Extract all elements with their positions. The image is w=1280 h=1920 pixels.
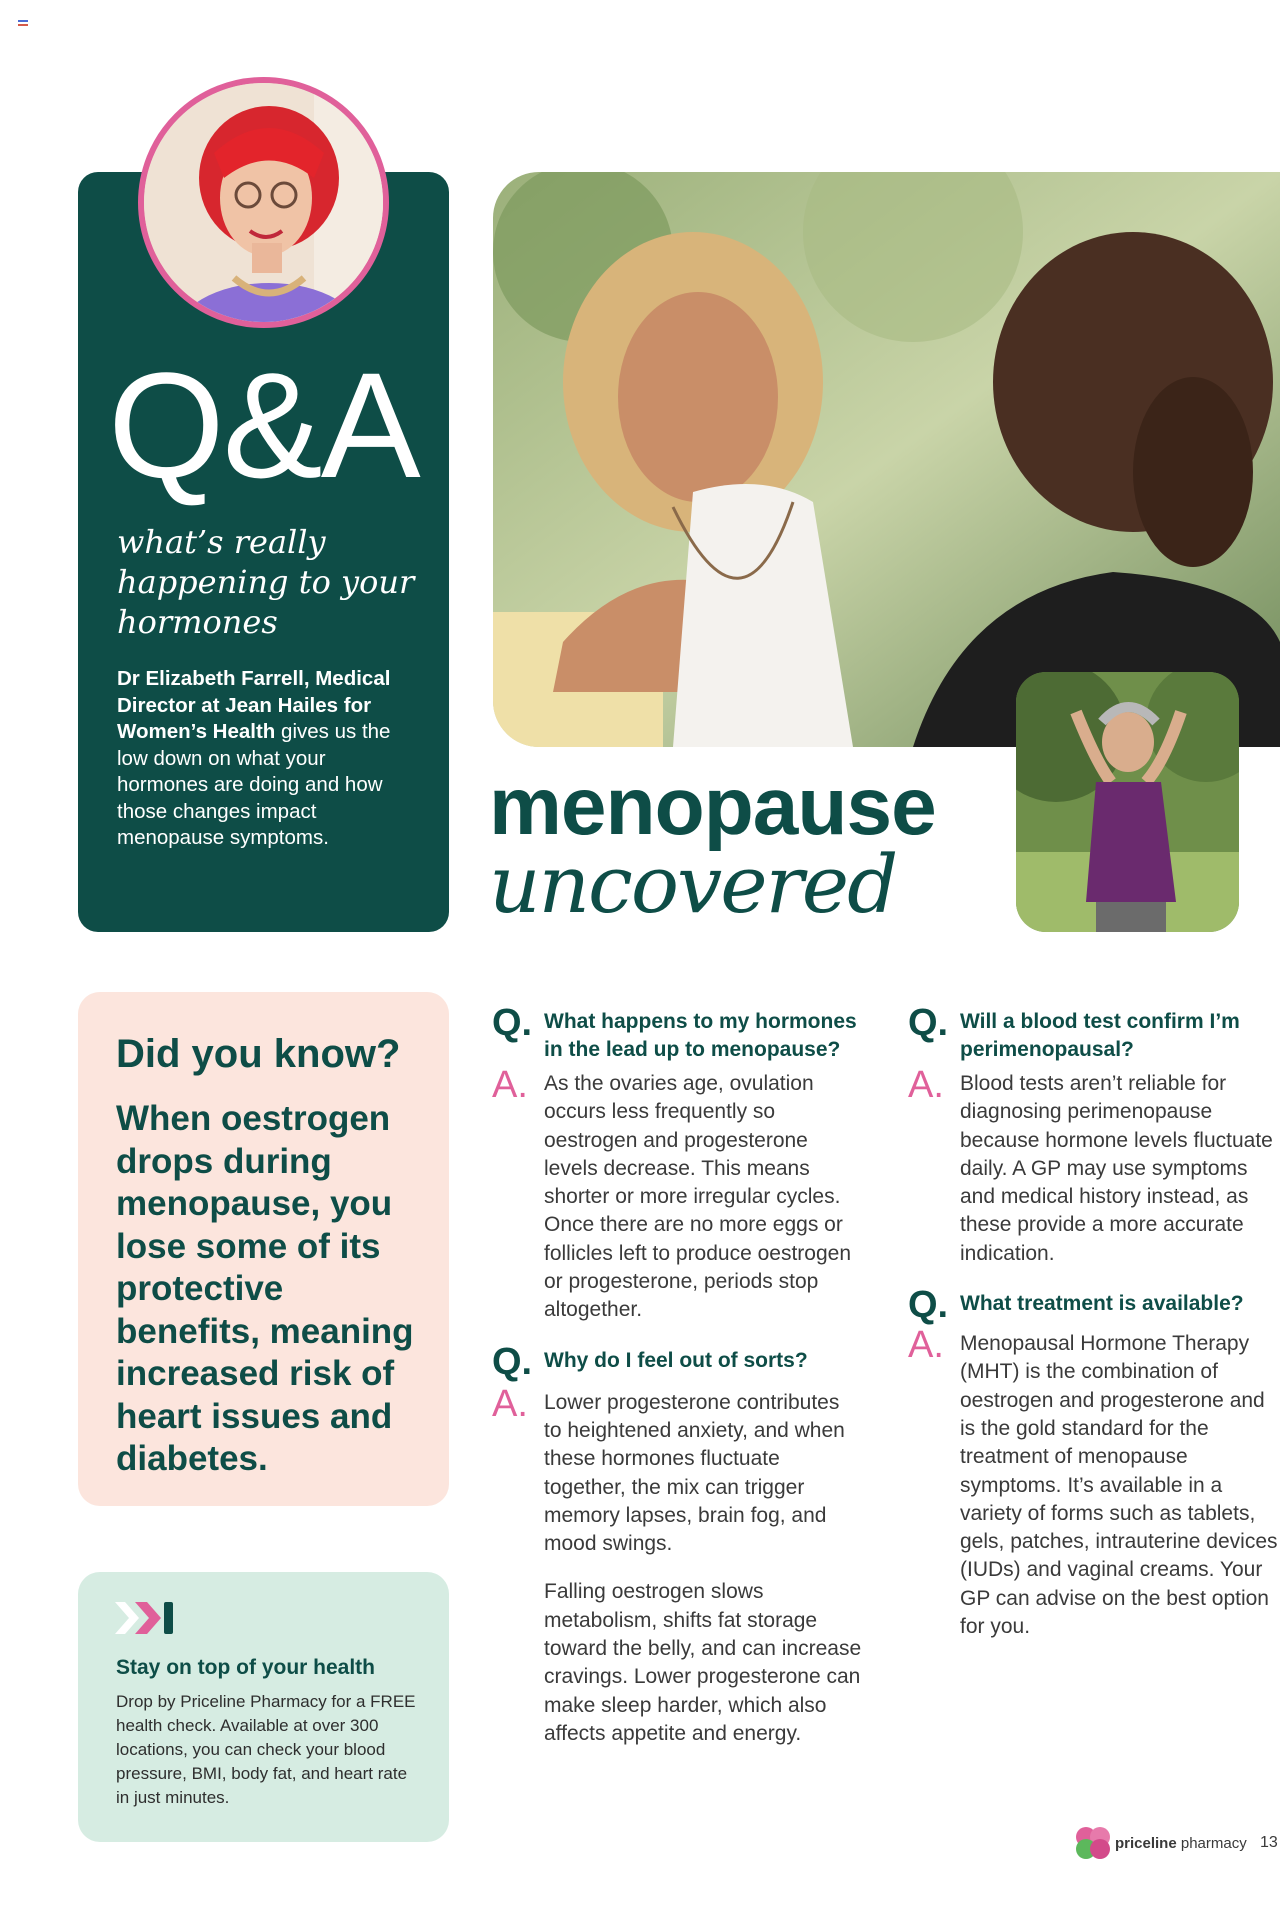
answer-text: Lower progesterone contributes to heightened anxiety, and when these hormones fluctuate together, the mix can trigger memory lapses, brain fog, and mood swings. — [544, 1390, 845, 1556]
answer-row — [908, 1324, 1278, 1641]
headline-main: menopause — [489, 761, 936, 852]
did-you-know-body: When oestrogen drops during menopause, you lose some of its protective benefits, meaning increased risk of heart issues and diabetes. — [116, 1099, 414, 1478]
a-label: A. — [908, 1324, 944, 1367]
expert-portrait-photo — [138, 77, 389, 328]
answer-text: Menopausal Hormone Therapy (MHT) is the combination of oestrogen and progesterone and is the gold standard for the treatment of menopause symptoms. It’s available in a variety of forms such as tablets, gels, patches, intrauterine devices (IUDs) and vaginal creams. Your GP can advise on the best option for you. — [960, 1332, 1278, 1639]
q-label: Q. — [908, 1002, 949, 1044]
question-row — [492, 1002, 862, 1064]
a-label: A. — [492, 1382, 528, 1425]
fast-forward-icon — [113, 1596, 177, 1640]
answer-row — [908, 1064, 1278, 1268]
qa-column-right — [908, 1002, 1278, 1641]
headline-italic: uncovered — [489, 838, 897, 931]
brand-rest: pharmacy — [1176, 1835, 1247, 1852]
qa-intro — [117, 666, 417, 852]
qa-title: Q&A — [108, 341, 419, 509]
answer-paragraph: Falling oestrogen slows metabolism, shifts fat storage toward the belly, and can increase cravings. Lower progesterone can make sleep harder, which also affects appetite and energy. — [544, 1580, 862, 1745]
qa-column-middle — [492, 1002, 862, 1748]
question-row — [908, 1002, 1278, 1064]
health-check-body: Drop by Priceline Pharmacy for a FREE health check. Available at over 300 locations, you can check your blood pressure, BMI, body fat, and heart rate in just minutes. — [116, 1692, 416, 1807]
q-label: Q. — [908, 1284, 949, 1327]
expert-credit: Dr Elizabeth Farrell, Medical Director at Jean Hailes for Women’s Health — [117, 667, 391, 743]
brand-bold: priceline — [1115, 1835, 1177, 1852]
qa-subtitle — [117, 522, 417, 642]
answer-row — [492, 1382, 862, 1559]
question-row — [492, 1340, 862, 1383]
subtitle-line: what’s really — [117, 523, 326, 561]
brand-name — [1115, 1835, 1247, 1852]
answer-row — [492, 1064, 862, 1325]
a-label: A. — [908, 1064, 944, 1106]
did-you-know-title: Did you know? — [116, 1032, 401, 1076]
question-row — [908, 1284, 1278, 1327]
priceline-logo-icon — [1072, 1826, 1114, 1860]
question-text: What happens to my hormones in the lead up to menopause? — [544, 1010, 857, 1061]
q-label: Q. — [492, 1002, 533, 1044]
hero-photo — [493, 172, 1280, 747]
subtitle-line: happening to your — [117, 563, 415, 601]
page-number: 13 — [1260, 1834, 1278, 1851]
answer-text: As the ovaries age, ovulation occurs less frequently so oestrogen and progesterone levels decrease. This means shorter or more irregular cycles. Once there are no more eggs or follicles left to produce oestrogen or progesterone, periods stop altogether. — [544, 1072, 852, 1322]
answer-text: Blood tests aren’t reliable for diagnosing perimenopause because hormone levels fluctuate daily. A GP may use symptoms and medical history instead, as these provide a more accurate indication. — [960, 1072, 1273, 1265]
health-check-title: Stay on top of your health — [116, 1656, 376, 1679]
a-label: A. — [492, 1064, 528, 1106]
question-text: Why do I feel out of sorts? — [544, 1348, 808, 1372]
inset-exercise-photo — [1016, 672, 1239, 932]
q-label: Q. — [492, 1340, 533, 1383]
question-text: Will a blood test confirm I’m perimenopausal? — [960, 1010, 1240, 1061]
corner-mark — [18, 20, 28, 26]
subtitle-line: hormones — [117, 603, 278, 641]
intro-text: gives us the low down on what your hormones are doing and how those changes impact menopause symptoms. — [117, 720, 391, 849]
question-text: What treatment is available? — [960, 1292, 1244, 1316]
